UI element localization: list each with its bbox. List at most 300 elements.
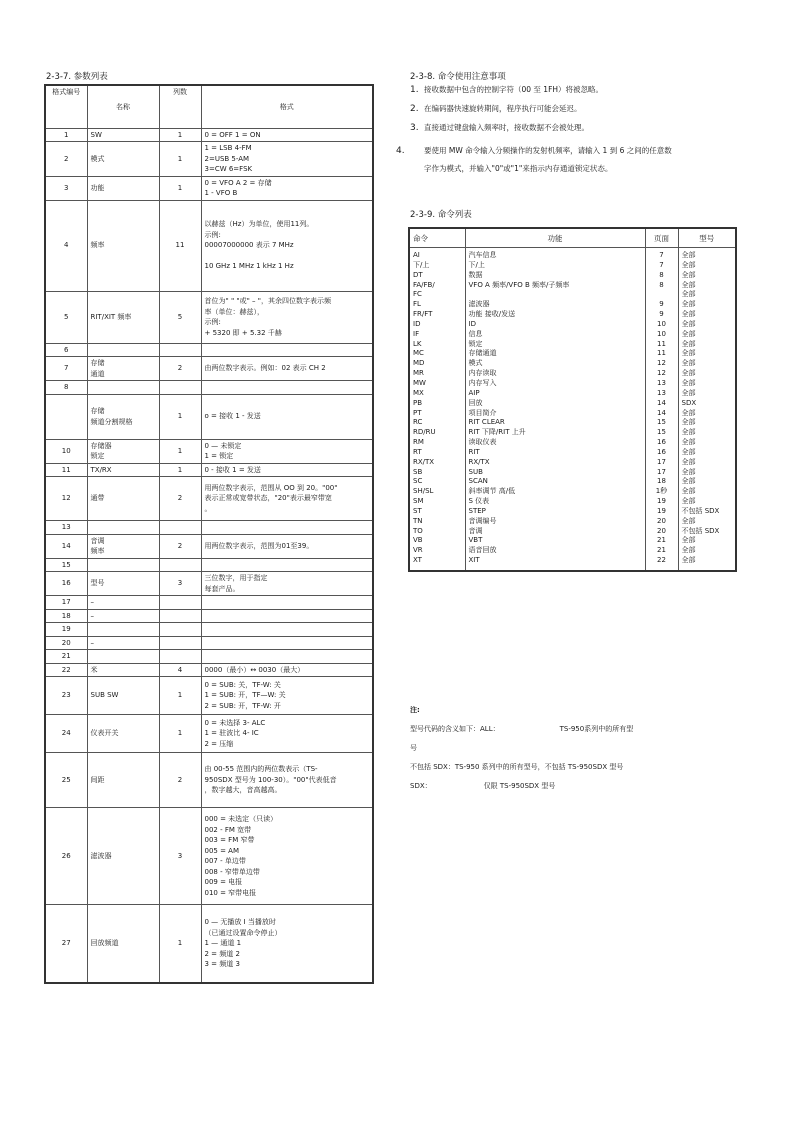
param-no: 21 [45, 650, 87, 664]
param-digits [159, 650, 201, 664]
command-model: 全部 [678, 458, 736, 468]
param-digits: 1 [159, 677, 201, 715]
command-model: 全部 [678, 428, 736, 438]
param-row [45, 128, 373, 142]
command-page: 21 [645, 546, 678, 556]
param-row [45, 521, 373, 535]
param-name: 音调 频率 [87, 534, 159, 558]
param-row [45, 439, 373, 463]
command-row [409, 527, 736, 537]
param-name: – [87, 609, 159, 623]
param-row [45, 572, 373, 596]
command-row [409, 409, 736, 419]
command-code: MC [409, 349, 465, 359]
param-name: 滤波器 [87, 808, 159, 905]
command-row [409, 458, 736, 468]
command-model: 全部 [678, 389, 736, 399]
command-code: RT [409, 448, 465, 458]
param-row [45, 596, 373, 610]
param-name: SW [87, 128, 159, 142]
command-page: 14 [645, 399, 678, 409]
param-no: 1 [45, 128, 87, 142]
command-page: 10 [645, 330, 678, 340]
command-code: FA/FB/ FC [409, 281, 465, 301]
command-function: 内存写入 [465, 379, 645, 389]
param-no: 19 [45, 623, 87, 637]
command-page: 19 [645, 497, 678, 507]
command-code: MX [409, 389, 465, 399]
param-format: 0 = OFF 1 = ON [201, 128, 373, 142]
param-digits: 1 [159, 439, 201, 463]
param-no: 15 [45, 558, 87, 572]
command-row [409, 448, 736, 458]
command-code: DT [409, 271, 465, 281]
param-name [87, 558, 159, 572]
command-code: LK [409, 340, 465, 350]
command-function: STEP [465, 507, 645, 517]
command-function: 斜率调节 高/低 [465, 487, 645, 497]
param-row [45, 808, 373, 905]
command-model: 全部 [678, 556, 736, 571]
command-row [409, 389, 736, 399]
param-digits [159, 558, 201, 572]
command-code: XT [409, 556, 465, 571]
param-no: 22 [45, 663, 87, 677]
param-format: 由 00-55 范围内的两位数表示（TS- 950SDX 型号为 100-30）。"00"代表低音 ，数字越大，音高越高。 [201, 753, 373, 808]
param-digits: 3 [159, 808, 201, 905]
command-code: VB [409, 536, 465, 546]
command-row [409, 330, 736, 340]
notes-list [396, 85, 745, 187]
command-function: VFO A 频率/VFO B 频率/子频率 [465, 281, 645, 301]
command-page: 19 [645, 507, 678, 517]
note-item: 1. 接收数据中包含的控制字符（00 至 1FH）将被忽略。 [410, 85, 604, 95]
param-no [45, 394, 87, 439]
command-function: VBT [465, 536, 645, 546]
command-function: AIP [465, 389, 645, 399]
param-format [201, 609, 373, 623]
param-row [45, 753, 373, 808]
legend-title: 注: [410, 706, 420, 714]
command-model: 全部 [678, 248, 736, 261]
param-row [45, 663, 373, 677]
command-page: 16 [645, 438, 678, 448]
command-row [409, 359, 736, 369]
command-code: AI [409, 248, 465, 261]
command-function: 内存读取 [465, 369, 645, 379]
col-header-fmt-no: 格式编号 [45, 85, 87, 128]
param-table-body [45, 128, 373, 983]
param-section-title: 2-3-7. 参数列表 [46, 72, 108, 82]
command-code: MW [409, 379, 465, 389]
command-model: 全部 [678, 448, 736, 458]
command-row [409, 320, 736, 330]
param-format: 0 — 未锁定 1 = 锁定 [201, 439, 373, 463]
command-page: 13 [645, 389, 678, 399]
command-page: 11 [645, 349, 678, 359]
command-function: 锁定 [465, 340, 645, 350]
param-name: 功能 [87, 176, 159, 200]
param-row [45, 200, 373, 291]
command-code: IF [409, 330, 465, 340]
param-name: TX/RX [87, 463, 159, 477]
command-row [409, 536, 736, 546]
command-model: 全部 [678, 261, 736, 271]
param-digits [159, 381, 201, 395]
command-row [409, 546, 736, 556]
param-format [201, 343, 373, 357]
param-digits: 2 [159, 753, 201, 808]
param-digits: 1 [159, 142, 201, 177]
command-code: RC [409, 418, 465, 428]
command-row [409, 349, 736, 359]
param-no: 23 [45, 677, 87, 715]
param-row [45, 291, 373, 343]
command-row [409, 497, 736, 507]
command-model: 全部 全部 [678, 281, 736, 301]
param-digits [159, 596, 201, 610]
command-page: 9 [645, 310, 678, 320]
command-function: 读取仪表 [465, 438, 645, 448]
param-no: 24 [45, 715, 87, 753]
param-digits: 11 [159, 200, 201, 291]
param-no: 6 [45, 343, 87, 357]
command-table [408, 227, 737, 572]
command-page: 8 [645, 281, 678, 301]
command-function: 汽车信息 [465, 248, 645, 261]
param-row [45, 381, 373, 395]
command-code: MD [409, 359, 465, 369]
command-model: 不包括 SDX [678, 527, 736, 537]
command-function: 存储通道 [465, 349, 645, 359]
command-row [409, 340, 736, 350]
param-format: 0000（最小）↔ 0030（最大） [201, 663, 373, 677]
command-row [409, 477, 736, 487]
param-name [87, 623, 159, 637]
command-row [409, 248, 736, 261]
param-row [45, 477, 373, 521]
param-no: 4 [45, 200, 87, 291]
param-digits [159, 343, 201, 357]
param-format: 0 = 未选择 3- ALC 1 = 驻波比 4- IC 2 = 压缩 [201, 715, 373, 753]
command-row [409, 556, 736, 571]
param-no: 10 [45, 439, 87, 463]
command-code: FL [409, 300, 465, 310]
param-format: 用两位数字表示，范围从 OO 到 20。"00" 表示正常或宽带状态，"20"表示最窄带宽 。 [201, 477, 373, 521]
command-code: ST [409, 507, 465, 517]
cmd-section-title: 2-3-9. 命令列表 [410, 210, 472, 220]
param-digits: 5 [159, 291, 201, 343]
command-model: 全部 [678, 271, 736, 281]
param-no: 18 [45, 609, 87, 623]
command-model: 全部 [678, 438, 736, 448]
param-format [201, 623, 373, 637]
param-no: 5 [45, 291, 87, 343]
param-name: RIT/XIT 频率 [87, 291, 159, 343]
command-model: 全部 [678, 517, 736, 527]
note-item: 4. 要使用 MW 命令输入分频操作的发射机频率，请输入 1 到 6 之间的任意数 字作为模式，并输入"0"或"1"来指示内存通道锁定状态。 [396, 146, 672, 173]
command-function: 音调 [465, 527, 645, 537]
command-page: 22 [645, 556, 678, 571]
param-digits: 1 [159, 394, 201, 439]
param-digits: 2 [159, 477, 201, 521]
param-format [201, 558, 373, 572]
command-row [409, 468, 736, 478]
param-format: 0 — 无播放 I 当播放时 （已通过设置命令停止） 1 — 通道 1 2 = 频道 2 3 = 频道 3 [201, 905, 373, 983]
param-name: 型号 [87, 572, 159, 596]
command-code: VR [409, 546, 465, 556]
command-model: 全部 [678, 497, 736, 507]
command-page: 1秒 [645, 487, 678, 497]
param-format [201, 596, 373, 610]
param-format: 000 = 未选定（只读） 002 - FM 宽带 003 = FM 窄带 005 = AM 007 - 单边带 008 - 窄带单边带 009 = 电报 010 = 窄带电报 [201, 808, 373, 905]
command-function: 数据 [465, 271, 645, 281]
command-model: 全部 [678, 330, 736, 340]
command-model: SDX [678, 399, 736, 409]
param-digits: 1 [159, 128, 201, 142]
param-digits: 1 [159, 905, 201, 983]
legend-line-all-cont: 号 [410, 744, 417, 752]
param-no: 13 [45, 521, 87, 535]
param-no: 12 [45, 477, 87, 521]
param-name: 存储 频道分割规格 [87, 394, 159, 439]
command-code: SH/SL [409, 487, 465, 497]
command-code: TN [409, 517, 465, 527]
legend-line-sdx: SDX： 仅限 TS-950SDX 型号 [410, 782, 556, 790]
command-code: PB [409, 399, 465, 409]
command-code: RX/TX [409, 458, 465, 468]
param-name: 通带 [87, 477, 159, 521]
param-row [45, 609, 373, 623]
param-name: 模式 [87, 142, 159, 177]
command-function: 回放 [465, 399, 645, 409]
command-row [409, 261, 736, 271]
command-row [409, 379, 736, 389]
param-format: 0 = SUB: 关，TF-W: 关 1 = SUB: 开，TF—W: 关 2 = SUB: 开，TF-W: 开 [201, 677, 373, 715]
command-code: ID [409, 320, 465, 330]
command-code: 下/上 [409, 261, 465, 271]
param-row [45, 650, 373, 664]
param-row [45, 677, 373, 715]
command-page: 17 [645, 468, 678, 478]
param-digits [159, 609, 201, 623]
param-name: – [87, 636, 159, 650]
param-row [45, 905, 373, 983]
command-function: 项目简介 [465, 409, 645, 419]
command-model: 全部 [678, 379, 736, 389]
param-name: 存储 通道 [87, 357, 159, 381]
command-row [409, 507, 736, 517]
param-format: 1 = LSB 4-FM 2=USB 5-AM 3=CW 6=FSK [201, 142, 373, 177]
param-digits [159, 636, 201, 650]
param-format [201, 521, 373, 535]
command-function: SUB [465, 468, 645, 478]
param-format: 三位数字，用于指定 每套产品。 [201, 572, 373, 596]
param-format: 以赫兹（Hz）为单位，使用11列。 示例: 00007000000 表示 7 MHz 10 GHz 1 MHz 1 kHz 1 Hz [201, 200, 373, 291]
param-row [45, 357, 373, 381]
command-function: RIT 下降/RIT 上升 [465, 428, 645, 438]
param-row [45, 343, 373, 357]
command-function: RX/TX [465, 458, 645, 468]
command-page: 15 [645, 418, 678, 428]
command-function: XIT [465, 556, 645, 571]
command-code: SB [409, 468, 465, 478]
param-name: – [87, 596, 159, 610]
param-digits: 3 [159, 572, 201, 596]
param-name [87, 650, 159, 664]
command-row [409, 517, 736, 527]
model-legend [410, 706, 750, 801]
command-row [409, 438, 736, 448]
param-no: 16 [45, 572, 87, 596]
param-name [87, 381, 159, 395]
command-model: 全部 [678, 320, 736, 330]
param-digits: 2 [159, 534, 201, 558]
cmd-header-page: 页面 [645, 228, 678, 248]
param-digits: 1 [159, 715, 201, 753]
param-format [201, 381, 373, 395]
param-no: 2 [45, 142, 87, 177]
command-function: SCAN [465, 477, 645, 487]
command-model: 全部 [678, 300, 736, 310]
command-model: 不包括 SDX [678, 507, 736, 517]
command-page: 16 [645, 448, 678, 458]
legend-line-nosdx: 不包括 SDX：TS-950 系列中的所有型号，不包括 TS-950SDX 型号 [410, 763, 624, 771]
note-item: 3. 直接通过键盘输入频率时，接收数据不会被处理。 [410, 123, 589, 133]
col-header-format: 格式 [201, 85, 373, 128]
command-function: 模式 [465, 359, 645, 369]
command-model: 全部 [678, 487, 736, 497]
param-format: 由两位数字表示。例如：02 表示 CH 2 [201, 357, 373, 381]
command-row [409, 271, 736, 281]
param-format: 用两位数字表示，范围为01至39。 [201, 534, 373, 558]
param-digits [159, 623, 201, 637]
param-format: o = 接收 1 - 发送 [201, 394, 373, 439]
command-model: 全部 [678, 409, 736, 419]
cmd-header-func: 功能 [465, 228, 645, 248]
param-name: 米 [87, 663, 159, 677]
command-function: 滤波器 [465, 300, 645, 310]
command-model: 全部 [678, 536, 736, 546]
param-digits: 2 [159, 357, 201, 381]
command-code: RD/RU [409, 428, 465, 438]
command-function: 语音回放 [465, 546, 645, 556]
param-format: 0 - 接收 1 = 发送 [201, 463, 373, 477]
command-code: SC [409, 477, 465, 487]
param-no: 20 [45, 636, 87, 650]
command-row [409, 310, 736, 320]
command-page: 10 [645, 320, 678, 330]
command-page: 21 [645, 536, 678, 546]
notes-section-title: 2-3-8. 命令使用注意事项 [410, 72, 506, 82]
param-name: 回放频道 [87, 905, 159, 983]
cmd-header-model: 型号 [678, 228, 736, 248]
command-page: 17 [645, 458, 678, 468]
command-function: 音调编号 [465, 517, 645, 527]
command-code: SM [409, 497, 465, 507]
command-model: 全部 [678, 340, 736, 350]
command-page: 18 [645, 477, 678, 487]
param-row [45, 463, 373, 477]
command-row [409, 428, 736, 438]
command-row [409, 487, 736, 497]
param-no: 14 [45, 534, 87, 558]
col-header-digits: 列数 [159, 85, 201, 128]
command-page: 7 [645, 248, 678, 261]
command-page: 8 [645, 271, 678, 281]
command-row [409, 399, 736, 409]
param-name: SUB SW [87, 677, 159, 715]
command-code: TO [409, 527, 465, 537]
command-model: 全部 [678, 468, 736, 478]
legend-line-all: 型号代码的含义如下：ALL： TS-950系列中的所有型 [410, 725, 634, 733]
param-no: 3 [45, 176, 87, 200]
command-model: 全部 [678, 349, 736, 359]
param-name: 存储器 锁定 [87, 439, 159, 463]
param-no: 8 [45, 381, 87, 395]
command-model: 全部 [678, 546, 736, 556]
param-no: 11 [45, 463, 87, 477]
command-function: RIT [465, 448, 645, 458]
param-row [45, 394, 373, 439]
param-no: 25 [45, 753, 87, 808]
command-page: 14 [645, 409, 678, 419]
command-code: RM [409, 438, 465, 448]
param-row [45, 142, 373, 177]
command-model: 全部 [678, 369, 736, 379]
param-name: 频率 [87, 200, 159, 291]
param-format [201, 636, 373, 650]
command-code: FR/FT [409, 310, 465, 320]
command-model: 全部 [678, 477, 736, 487]
command-function: S 仪表 [465, 497, 645, 507]
command-code: MR [409, 369, 465, 379]
param-digits [159, 521, 201, 535]
param-no: 26 [45, 808, 87, 905]
command-function: RIT CLEAR [465, 418, 645, 428]
command-table-body [409, 248, 736, 572]
param-name [87, 343, 159, 357]
note-item: 2. 在编码器快速旋转期间，程序执行可能会延迟。 [410, 104, 582, 114]
command-page: 20 [645, 527, 678, 537]
param-row [45, 623, 373, 637]
command-model: 全部 [678, 310, 736, 320]
param-no: 7 [45, 357, 87, 381]
param-digits: 4 [159, 663, 201, 677]
command-function: ID [465, 320, 645, 330]
command-page: 13 [645, 379, 678, 389]
param-format: 0 = VFO A 2 = 存储 1 - VFO B [201, 176, 373, 200]
command-row [409, 418, 736, 428]
command-page: 11 [645, 340, 678, 350]
param-name: 仪表开关 [87, 715, 159, 753]
cmd-header-cmd: 命令 [409, 228, 465, 248]
param-format [201, 650, 373, 664]
command-page: 20 [645, 517, 678, 527]
param-row [45, 176, 373, 200]
param-row [45, 534, 373, 558]
param-digits: 1 [159, 176, 201, 200]
param-name [87, 521, 159, 535]
command-function: 信息 [465, 330, 645, 340]
param-digits: 1 [159, 463, 201, 477]
command-row [409, 300, 736, 310]
command-model: 全部 [678, 418, 736, 428]
param-row [45, 715, 373, 753]
command-page: 12 [645, 369, 678, 379]
param-format: 首位为" " "或" – "，其余四位数字表示频 率（单位：赫兹）， 示例: + 5320 即 + 5.32 千赫 [201, 291, 373, 343]
command-page: 7 [645, 261, 678, 271]
